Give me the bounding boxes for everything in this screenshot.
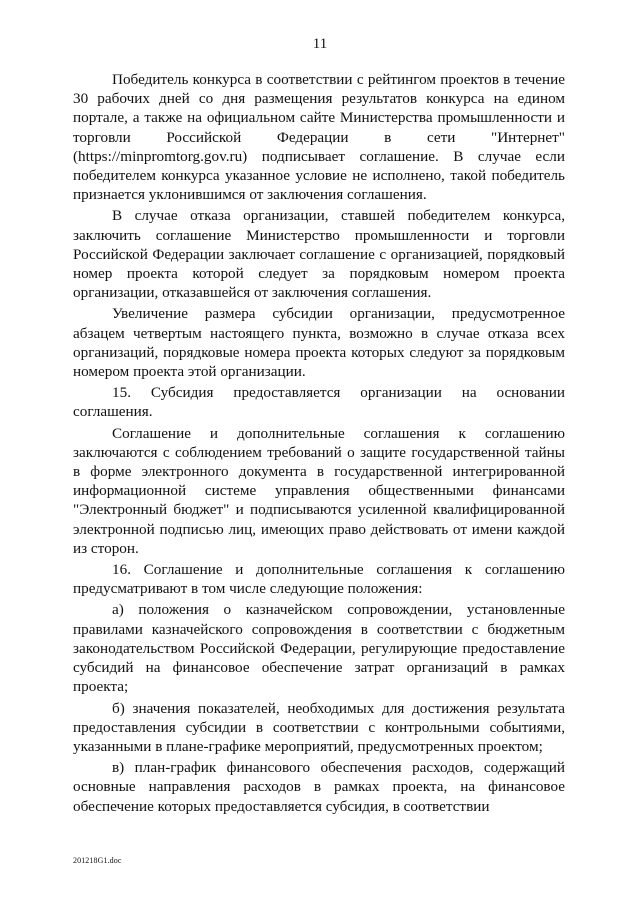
paragraph-item-16b: б) значения показателей, необходимых для достижения результата предоставления субсидии в соответствии с контрольными событиями, указанными в плане-графике мероприятий, предусмотренных проектом;: [73, 699, 565, 755]
file-name-footer: 201218G1.doc: [73, 856, 122, 865]
paragraph-winner-signs: Победитель конкурса в соответствии с рейтингом проектов в течение 30 рабочих дней со дня размещения результатов конкурса на едином портале, а также на официальном сайте Министерства промышленности и торговли Российской Федерации в сети "Интернет" (https://minpromtorg.gov.ru) подписывает соглашение. В случае если победителем конкурса указанное условие не исполнено, такой победитель признается уклонившимся от заключения соглашения.: [73, 71, 565, 204]
paragraph-item-16a: а) положения о казначейском сопровождении, установленные правилами казначейского сопровождения в соответствии с бюджетным законодательством Российской Федерации, регулирующие предоставление субсидий на финансовое обеспечение затрат организаций в рамках проекта;: [73, 601, 565, 696]
document-body: [73, 70, 565, 816]
paragraph-refusal: В случае отказа организации, ставшей победителем конкурса, заключить соглашение Министерство промышленности и торговли Российской Федерации заключает соглашение с организацией, порядковый номер проекта которой следует за порядковым номером проекта организации, отказавшейся от заключения соглашения.: [73, 207, 565, 302]
paragraph-electronic-agreement: Соглашение и дополнительные соглашения к соглашению заключаются с соблюдением требований о защите государственной тайны в форме электронного документа в государственной интегрированной информационной системе управления общественными финансами "Электронный бюджет" и подписываются усиленной квалифицированной электронной подписью лиц, имеющих право действовать от имени каждой из сторон.: [73, 424, 565, 557]
paragraph-subsidy-increase: Увеличение размера субсидии организации, предусмотренное абзацем четвертым настоящего пункта, возможно в случае отказа всех организаций, порядковые номера проекта которых следуют за порядковым номером проекта этой организации.: [73, 305, 565, 381]
paragraph-item-16v: в) план-график финансового обеспечения расходов, содержащий основные направления расходов в рамках проекта, на финансовое обеспечение которых предоставляется субсидия, в соответствии: [73, 759, 565, 815]
page-number: 11: [312, 36, 328, 52]
paragraph-item-15: 15. Субсидия предоставляется организации на основании соглашения.: [73, 384, 565, 421]
paragraph-item-16: 16. Соглашение и дополнительные соглашения к соглашению предусматривают в том числе следующие положения:: [73, 561, 565, 598]
